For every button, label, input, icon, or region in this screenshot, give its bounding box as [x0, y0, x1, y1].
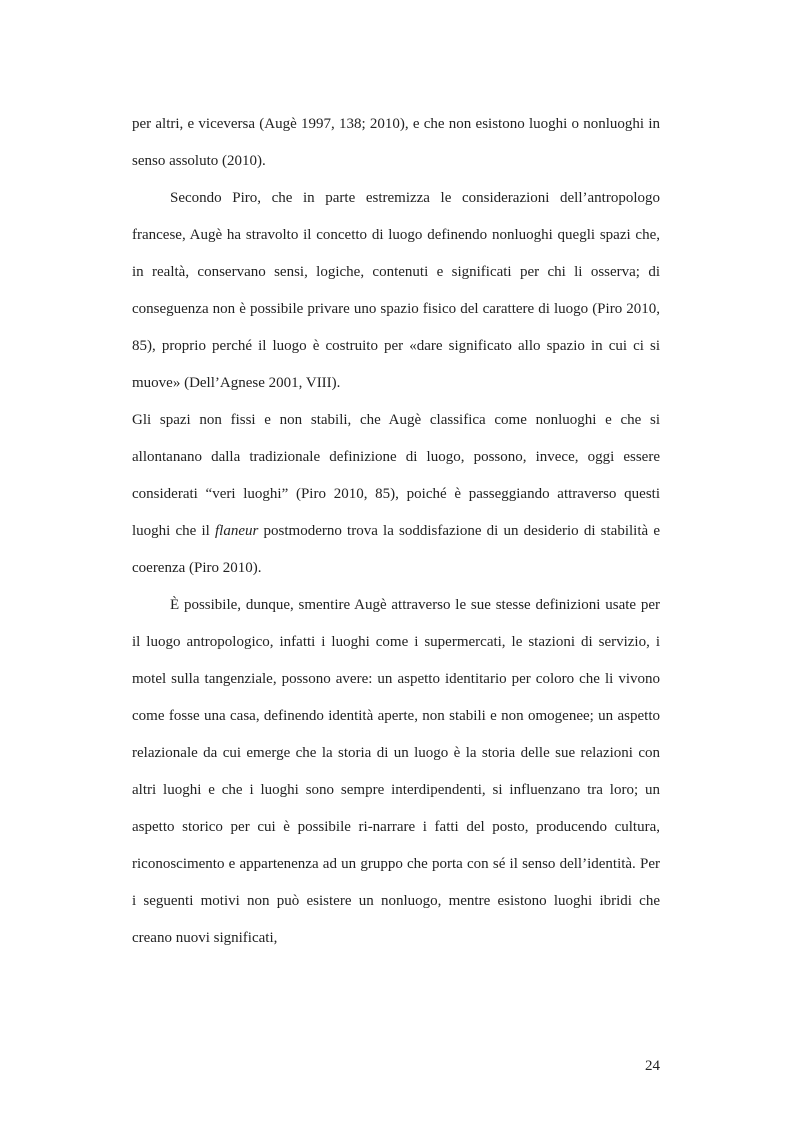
text-run: Secondo Piro, che in parte estremizza le considerazioni dell’antropologo francese, Augè ha stravolto il concetto di luogo definendo nonluoghi quegli spazi che, in realtà, conservano sensi, logiche, contenuti e significati per chi li osserva; di conseguenza non è possibile privare uno spazio fisico del carattere di luogo (Piro 2010, 85), proprio perché il luogo è costruito per «dare significato allo spazio in cui ci si muove» (Dell’Agnese 2001, VIII). [132, 190, 660, 391]
text-run: Gli spazi non fissi e non stabili, che Augè classifica come nonluoghi e che si allontanano dalla tradizionale definizione di luogo, possono, invece, oggi essere considerati “veri luoghi” (Piro 2010, 85), poiché è passeggiando attraverso questi luoghi che il [132, 412, 660, 539]
paragraph [132, 587, 660, 957]
page-number: 24 [645, 1058, 660, 1074]
paragraph [132, 106, 660, 180]
italic-term: flaneur [215, 523, 259, 539]
paragraph [132, 402, 660, 587]
body-text [132, 106, 660, 957]
paragraph [132, 180, 660, 402]
text-run: postmoderno trova la soddisfazione di un desiderio di stabilità e coerenza (Piro 2010). [132, 523, 660, 576]
text-run: È possibile, dunque, smentire Augè attraverso le sue stesse definizioni usate per il luogo antropologico, infatti i luoghi come i supermercati, le stazioni di servizio, i motel sulla tangenziale, possono avere: un aspetto identitario per coloro che li vivono come fosse una casa, definendo identità aperte, non stabili e non omogenee; un aspetto relazionale da cui emerge che la storia di un luogo è la storia delle sue relazioni con altri luoghi e che i luoghi sono sempre interdipendenti, si influenzano tra loro; un aspetto storico per cui è possibile ri-narrare i fatti del posto, producendo cultura, riconoscimento e appartenenza ad un gruppo che porta con sé il senso dell’identità. Per i seguenti motivi non può esistere un nonluogo, mentre esistono luoghi ibridi che creano nuovi significati, [132, 597, 660, 946]
text-run: per altri, e viceversa (Augè 1997, 138; 2010), e che non esistono luoghi o nonluoghi in senso assoluto (2010). [132, 116, 660, 169]
